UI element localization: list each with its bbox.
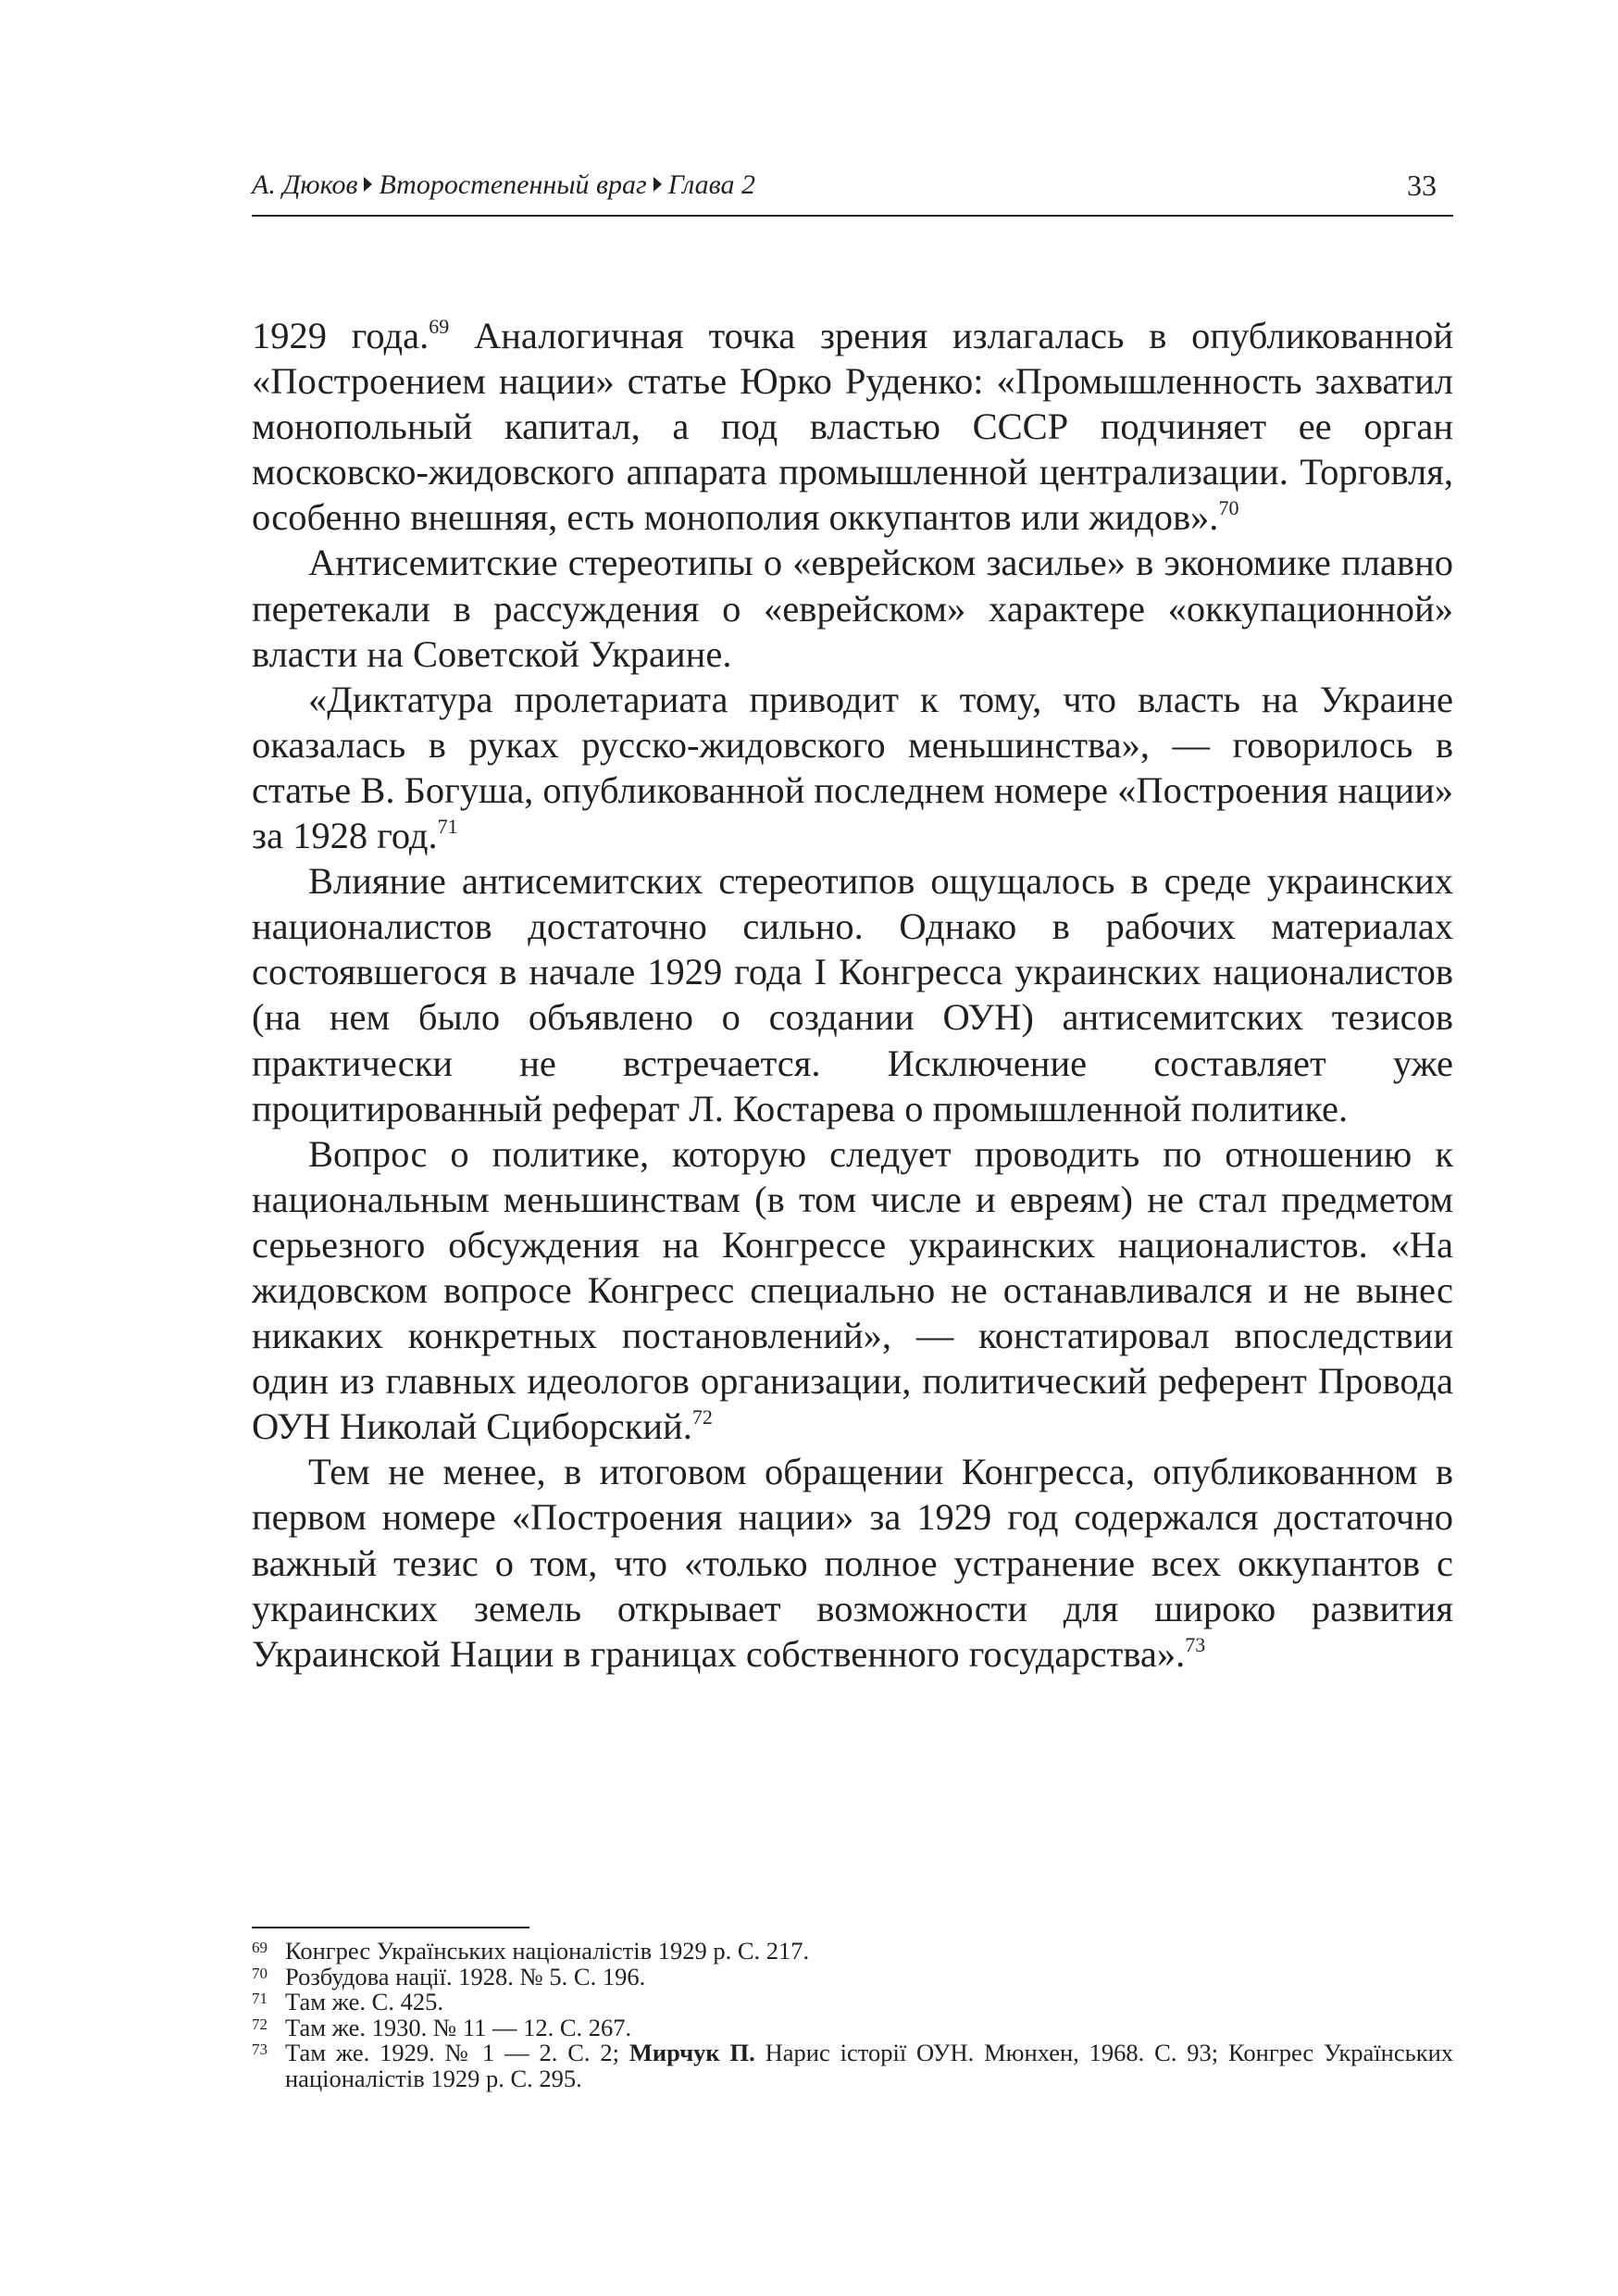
footnote-item xyxy=(252,1939,1453,1965)
footnote-number: 71 xyxy=(252,1990,268,2008)
footnote-text: Там же. 1929. № 1 — 2. С. 2; xyxy=(285,2039,629,2067)
footnote-reference[interactable]: 71 xyxy=(437,815,458,839)
footnote-number: 73 xyxy=(252,2040,268,2059)
footnote-text: Там же. 1930. № 11 — 12. С. 267. xyxy=(285,2013,632,2041)
paragraph xyxy=(252,858,1453,1131)
paragraph-text: Аналогичная точка зрения излагалась в опубликованной «Построением нации» статье Юрко Руденко: «Промышленность захватил монопольный капитал, а под властью СССР подчиняет ее орган московско-жидовского аппарата промышленной централизации. Торговля, особенно внешняя, есть монополия оккупантов или жидов». xyxy=(252,315,1453,539)
footnote-separator xyxy=(252,1927,529,1928)
footnote-item xyxy=(252,2015,1453,2041)
paragraph-text: 1929 года. xyxy=(252,315,429,356)
footnote-author: Мирчук П. xyxy=(629,2039,755,2067)
paragraph-text: Тем не менее, в итоговом обращении Конгресса, опубликованном в первом номере «Построения нации» за 1929 год содержался достаточно важный тезис о том, что «только полное устранение всех оккупантов с украинских земель открывает возможности для широко развития Украинской Нации в границах собственного государства». xyxy=(252,1451,1453,1675)
footnote-number: 72 xyxy=(252,2015,268,2033)
right-triangle-icon xyxy=(653,177,662,192)
author-name: А. Дюков xyxy=(252,169,358,200)
footnote-item xyxy=(252,1962,1453,1990)
page-number: 33 xyxy=(1407,168,1437,202)
footnote-text: Там же. С. 425. xyxy=(285,1988,443,2016)
paragraph xyxy=(252,540,1453,676)
footnote-reference[interactable]: 69 xyxy=(429,315,450,338)
paragraph-text: Вопрос о политике, которую следует проводить по отношению к национальным меньшинствам (в том числе и евреям) не стал предметом серьезного обсуждения на Конгрессе украинских националистов. «На жидовском вопросе Конгресс специально не останавливался и не вынес никаких конкретных постановлений», — констатировал впоследствии один из главных идеологов организации, политический референт Провода ОУН Николай Сциборский. xyxy=(252,1132,1453,1448)
footnote-number: 69 xyxy=(252,1939,268,1956)
paragraph xyxy=(252,677,1453,858)
header-rule xyxy=(252,215,1453,217)
footnote-text: Розбудова нації. 1928. № 5. С. 196. xyxy=(285,1962,646,1990)
paragraph-text: Антисемитские стереотипы о «еврейском засилье» в экономике плавно перетекали в рассуждения о «еврейском» характере «оккупационной» власти на Советской Украине. xyxy=(252,542,1453,675)
footnote-text: Конгрес Українських націоналістів 1929 р. С. 217. xyxy=(285,1937,810,1965)
body-text xyxy=(252,313,1453,1677)
footnote-number: 70 xyxy=(252,1964,268,1982)
paragraph-text: «Диктатура пролетариата приводит к тому, что власть на Украине оказалась в руках русско-жидовского меньшинства», — говорилось в статье В. Богуша, опубликованной последнем номере «Построения нации» за 1928 год. xyxy=(252,678,1453,857)
breadcrumb xyxy=(252,163,755,207)
running-head xyxy=(252,163,1453,207)
footnote-reference[interactable]: 72 xyxy=(691,1405,713,1429)
paragraph xyxy=(252,1131,1453,1450)
chapter-title: Глава 2 xyxy=(667,169,755,200)
footnotes xyxy=(252,1939,1453,2092)
footnote-item xyxy=(252,2040,1453,2091)
footnote-reference[interactable]: 70 xyxy=(1218,496,1239,520)
right-triangle-icon xyxy=(364,177,372,192)
footnote-item xyxy=(252,1990,1453,2015)
paragraph xyxy=(252,1449,1453,1676)
paragraph-text: Влияние антисемитских стереотипов ощущалось в среде украинских националистов достаточно сильно. Однако в рабочих материалах состоявшегося в начале 1929 года I Конгресса украинских националистов (на нем было объявлено о создании ОУН) антисемитских тезисов практически не встречается. Исключение составляет уже процитированный реферат Л. Костарева о промышленной политике. xyxy=(252,860,1453,1129)
footnote-text: Нарис історії ОУН. Мюнхен, 1968. С. 93; Конгрес Українських націоналістів 1929 р. С. 295. xyxy=(285,2039,1454,2092)
book-title: Второстепенный враг xyxy=(379,169,647,200)
paragraph xyxy=(252,313,1453,540)
footnote-reference[interactable]: 73 xyxy=(1185,1632,1206,1656)
